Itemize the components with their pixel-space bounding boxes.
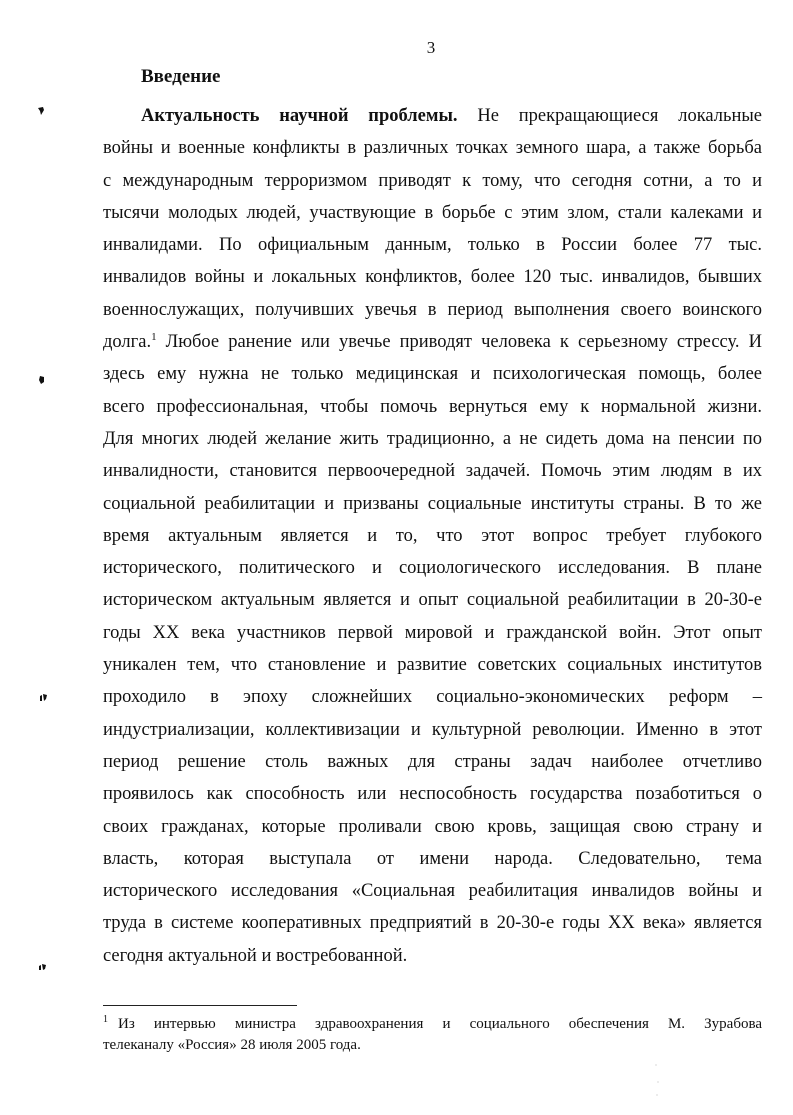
- scan-speck: [650, 1060, 680, 1100]
- text-line: войны и военные конфликты в различных точках земного шара, а также борьба: [103, 138, 762, 159]
- paragraph-lead: Актуальность научной проблемы.: [141, 106, 458, 126]
- text-line: здесь ему нужна не только медицинская и психологическая помощь, более: [103, 364, 762, 385]
- text-line: исторического, политического и социологического исследования. В плане: [103, 558, 762, 579]
- margin-ink-mark: [38, 375, 46, 385]
- section-heading: Введение: [141, 66, 221, 87]
- footnote-divider: [103, 1005, 297, 1006]
- text-line: социальной реабилитации и призваны социальные институты страны. В то же: [103, 493, 762, 514]
- text-line: проходило в эпоху сложнейших социально-экономических реформ –: [103, 687, 762, 708]
- body-paragraph: [103, 100, 762, 972]
- text-line: тысячи молодых людей, участвующие в борьбе с этим злом, стали калеками и: [103, 202, 762, 223]
- text-line: всего профессиональная, чтобы помочь вернуться ему к нормальной жизни.: [103, 396, 762, 417]
- text-line: индустриализации, коллективизации и культурной революции. Именно в этот: [103, 719, 762, 740]
- text-line: инвалидности, становится первоочередной задачей. Помочь этим людям в их: [103, 461, 762, 482]
- footnote-line: $^1$ Из интервью министра здравоохранения и социального обеспечения М. Зурабова: [103, 1014, 762, 1032]
- text-line: инвалидов войны и локальных конфликтов, более 120 тыс. инвалидов, бывших: [103, 267, 762, 288]
- text-line: годы XX века участников первой мировой и гражданской войн. Этот опыт: [103, 622, 762, 643]
- footnote-line: телеканалу «Россия» 28 июля 2005 года.: [103, 1037, 361, 1053]
- text-line: труда в системе кооперативных предприятий в 20-30-е годы XX века» является: [103, 913, 762, 934]
- text-line: долга.$^1$ Любое ранение или увечье приводят человека к серьезному стрессу. И: [103, 330, 762, 353]
- text-line: историческом актуальным является и опыт социальной реабилитации в 20-30-е: [103, 590, 762, 611]
- text-line: инвалидами. По официальным данным, только в России более 77 тыс.: [103, 235, 762, 256]
- margin-ink-mark: [40, 693, 48, 703]
- text-line: с международным терроризмом приводят к тому, что сегодня сотни, а то и: [103, 170, 762, 191]
- text-line: исторического исследования «Социальная реабилитация инвалидов войны и: [103, 881, 762, 902]
- text-line: Для многих людей желание жить традиционно, а не сидеть дома на пенсии по: [103, 428, 762, 449]
- margin-ink-mark: [37, 106, 45, 116]
- text-line: власть, которая выступала от имени народа. Следовательно, тема: [103, 848, 762, 869]
- footnote: [103, 1014, 762, 1056]
- text-line: период решение столь важных для страны задач наиболее отчетливо: [103, 751, 762, 772]
- footnote-marker: 1: [103, 1014, 108, 1025]
- text-line: военнослужащих, получивших увечья в период выполнения своего воинского: [103, 299, 762, 320]
- text-line: время актуальным является и то, что этот вопрос требует глубокого: [103, 525, 762, 546]
- text-line: Актуальность научной проблемы. Не прекращающиеся локальные: [141, 106, 762, 126]
- footnote-reference: 1: [151, 330, 157, 343]
- text-line: сегодня актуальной и востребованной.: [103, 945, 408, 966]
- text-line: уникален тем, что становление и развитие советских социальных институтов: [103, 655, 762, 676]
- page-number: 3: [426, 38, 436, 57]
- text-line: проявилось как способность или неспособность государства позаботиться о: [103, 784, 762, 805]
- margin-ink-mark: [39, 962, 47, 972]
- text-line: своих гражданах, которые проливали свою кровь, защищая свою страну и: [103, 816, 762, 837]
